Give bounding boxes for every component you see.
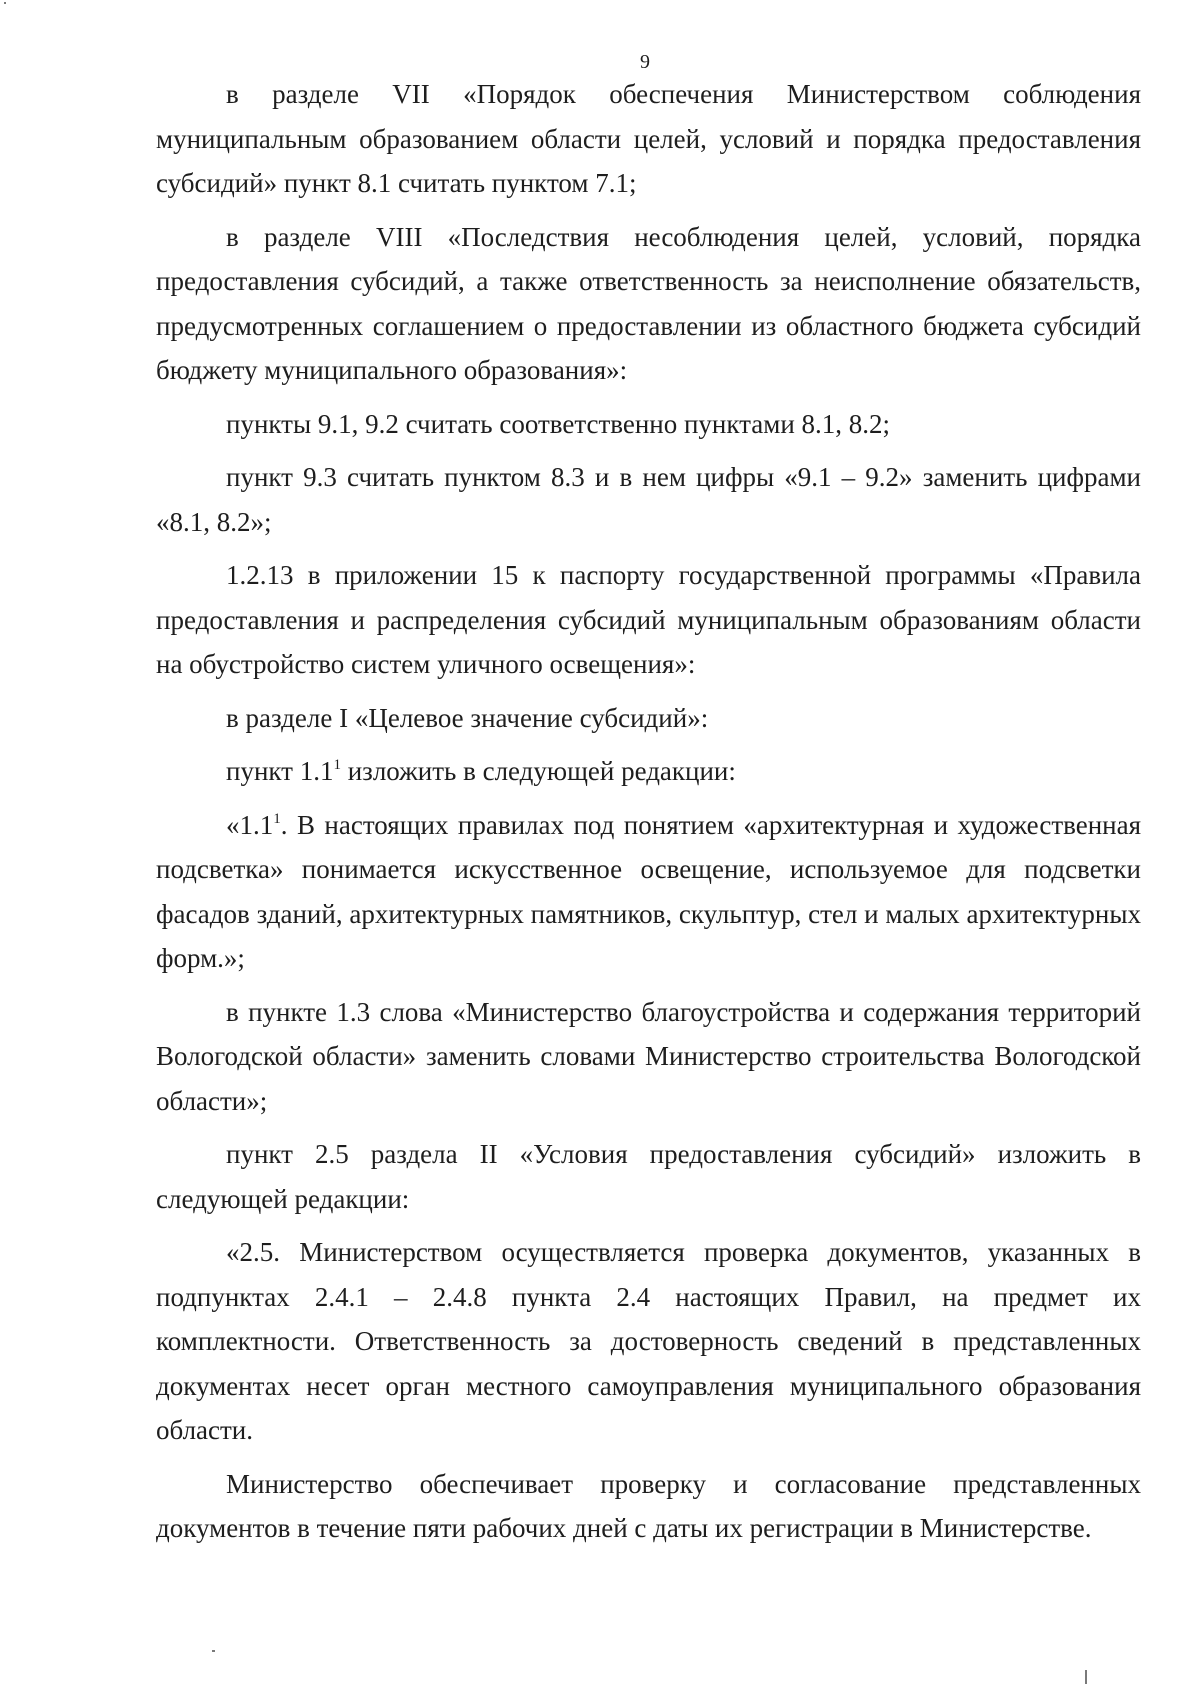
paragraph-item-1-1-1 [156,749,1141,794]
paragraph-ministry-check: Министерство обеспечивает проверку и согласование представленных документов в течение пяти рабочих дней с даты их регистрации в Министерстве. [156,1468,1141,1543]
paragraph-1-2-13: 1.2.13 в приложении 15 к паспорту государственной программы «Правила предоставления и распределения субсидий муниципальным образованиям области на обустройство систем уличного освещения»: [156,560,1141,679]
paragraph-text-end: изложить в следующей редакции: [340,756,736,786]
scan-speck [4,2,6,4]
paragraph-text-end: . В настоящих правилах под понятием «архитектурная и художественная подсветка» понимается искусственное освещение, используемое для подсветки фасадов зданий, архитектурных памятников, скульптур, стел и малых архитектурных форм.»; [156,809,1141,973]
scan-speck [212,1650,215,1652]
page-number: 9 [640,51,650,73]
document-body [156,72,1141,1551]
paragraph-section-viii: в разделе VIII «Последствия несоблюдения целей, условий, порядка предоставления субсидий, а также ответственность за неисполнение обязательств, предусмотренных соглашением о предоставлении из областного бюджета субсидий бюджету муниципального образования»: [156,221,1141,385]
paragraph-new-1-1-1-text [156,803,1141,981]
paragraph-items-9-1-9-2: пункты 9.1, 9.2 считать соответственно пунктами 8.1, 8.2; [226,408,891,439]
paragraph-text-start: пункт 1.1 [226,756,334,786]
paragraph-text-start: «1.1 [226,809,274,840]
paragraph-item-2-5: пункт 2.5 раздела II «Условия предоставления субсидий» изложить в следующей редакции: [156,1139,1141,1214]
paragraph-item-9-3: пункт 9.3 считать пунктом 8.3 и в нем цифры «9.1 – 9.2» заменить цифрами «8.1, 8.2»; [156,462,1141,537]
scan-speck [1085,1670,1087,1684]
superscript-mark: 1 [333,757,341,773]
paragraph-new-2-5-text: «2.5. Министерством осуществляется проверка документов, указанных в подпунктах 2.4.1 – 2.4.8 пункта 2.4 настоящих Правил, на предмет их комплектности. Ответственность за достоверность сведений в представленных документах несет орган местного самоуправления муниципального образования области. [156,1237,1141,1445]
paragraph-section-i: в разделе I «Целевое значение субсидий»: [226,702,709,733]
paragraph-section-vii: в разделе VII «Порядок обеспечения Министерством соблюдения муниципальным образованием области целей, условий и порядка предоставления субсидий» пункт 8.1 считать пунктом 7.1; [156,79,1141,198]
superscript-mark: 1 [273,810,281,827]
paragraph-item-1-3: в пункте 1.3 слова «Министерство благоустройства и содержания территорий Вологодской области» заменить словами Министерство строительства Вологодской области»; [156,996,1141,1116]
